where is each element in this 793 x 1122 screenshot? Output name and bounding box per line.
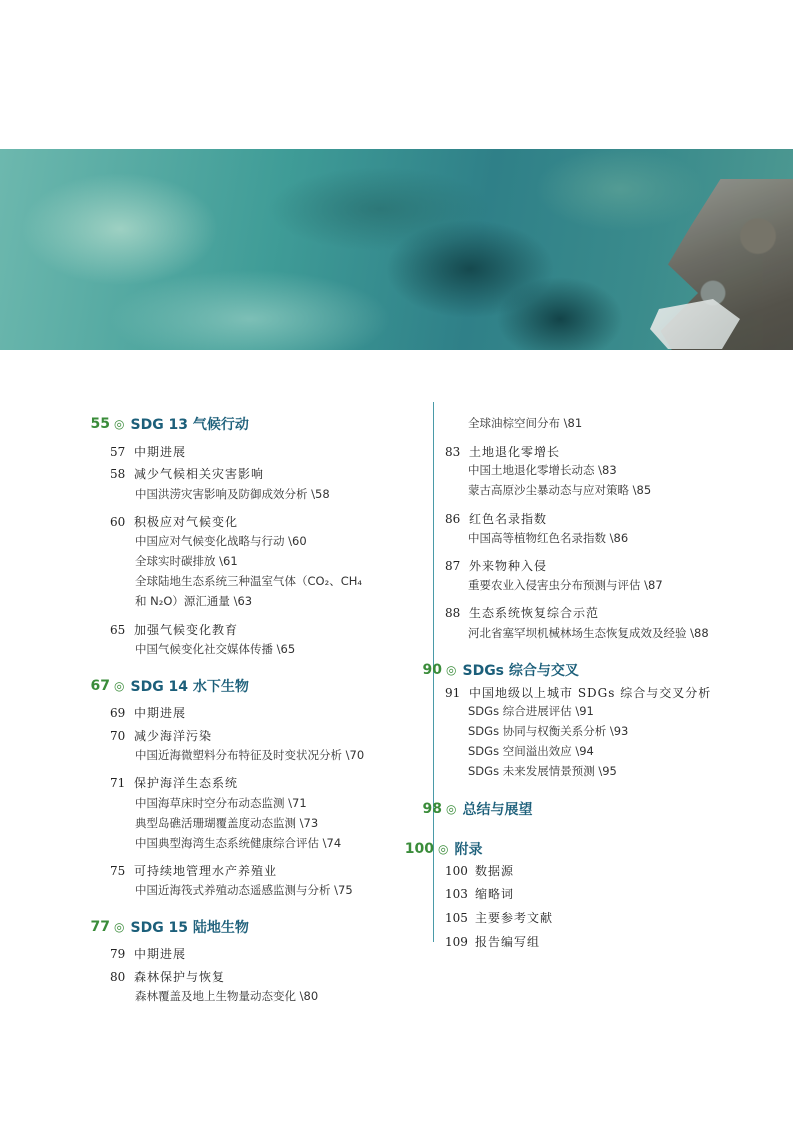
toc-subitem[interactable]: SDGs 综合进展评估 \91	[468, 704, 594, 718]
toc-subitem[interactable]: 和 N₂O）源汇通量 \63	[135, 594, 253, 608]
toc-subitem[interactable]: 中国典型海湾生态系统健康综合评估 \74	[135, 836, 342, 850]
toc-item-80[interactable]	[110, 968, 225, 985]
toc-item-105[interactable]	[445, 909, 553, 926]
item-page-number: 88	[445, 606, 461, 620]
item-label: 减少气候相关灾害影响	[134, 467, 265, 481]
toc-section-55[interactable]	[72, 414, 249, 434]
toc-section-98[interactable]	[404, 799, 532, 819]
toc-item-79[interactable]	[110, 945, 186, 962]
item-page-number: 71	[110, 776, 126, 790]
item-label: 生态系统恢复综合示范	[469, 606, 600, 620]
section-title: 总结与展望	[462, 802, 533, 818]
toc-item-71[interactable]	[110, 774, 238, 791]
section-page-number: 55	[90, 416, 110, 432]
section-page-number: 77	[90, 919, 110, 935]
toc-item-58[interactable]	[110, 465, 264, 482]
toc-subitem[interactable]: 典型岛礁活珊瑚覆盖度动态监测 \73	[135, 816, 319, 830]
toc-subitem[interactable]: 中国近海微塑料分布特征及时变状况分析 \70	[135, 748, 365, 762]
toc-item-57[interactable]	[110, 443, 186, 460]
item-label: 森林保护与恢复	[134, 970, 226, 984]
toc-subitem[interactable]: 蒙古高原沙尘暴动态与应对策略 \85	[468, 483, 652, 497]
item-page-number: 57	[110, 445, 126, 459]
toc-subitem[interactable]: 河北省塞罕坝机械林场生态恢复成效及经验 \88	[468, 626, 709, 640]
toc-subitem[interactable]: SDGs 未来发展情景预测 \95	[468, 764, 617, 778]
toc-item-60[interactable]	[110, 513, 238, 530]
item-page-number: 109	[445, 935, 468, 949]
item-page-number: 75	[110, 864, 126, 878]
item-page-number: 86	[445, 512, 461, 526]
item-page-number: 83	[445, 445, 461, 459]
bullseye-icon: ◎	[114, 679, 125, 693]
toc-section-90[interactable]	[404, 660, 579, 680]
toc-item-103[interactable]	[445, 885, 514, 902]
section-title: SDG 14 水下生物	[130, 679, 249, 695]
toc-subitem[interactable]: 中国洪涝灾害影响及防御成效分析 \58	[135, 487, 330, 501]
item-page-number: 100	[445, 864, 468, 878]
toc-section-77[interactable]	[72, 917, 249, 937]
toc-subitem[interactable]: 全球陆地生态系统三种温室气体（CO₂、CH₄	[135, 574, 362, 588]
item-page-number: 80	[110, 970, 126, 984]
item-label: 缩略词	[475, 887, 515, 901]
bullseye-icon: ◎	[446, 802, 457, 816]
section-page-number: 100	[404, 841, 434, 857]
bullseye-icon: ◎	[438, 842, 449, 856]
toc-subitem[interactable]: 森林覆盖及地上生物量动态变化 \80	[135, 989, 319, 1003]
toc-item-109[interactable]	[445, 933, 540, 950]
item-label: 中国地级以上城市 SDGs 综合与交叉分析	[469, 686, 712, 700]
item-label: 中期进展	[134, 706, 187, 720]
item-label: 数据源	[475, 864, 515, 878]
item-page-number: 70	[110, 729, 126, 743]
toc-subitem[interactable]: 重要农业入侵害虫分布预测与评估 \87	[468, 578, 663, 592]
toc-item-91[interactable]	[445, 684, 711, 701]
section-title: 附录	[454, 842, 483, 858]
toc-item-88[interactable]	[445, 604, 599, 621]
toc-item-69[interactable]	[110, 704, 186, 721]
toc-subitem[interactable]: 中国近海筏式养殖动态遥感监测与分析 \75	[135, 883, 353, 897]
item-page-number: 79	[110, 947, 126, 961]
section-title: SDG 13 气候行动	[130, 417, 249, 433]
item-label: 加强气候变化教育	[134, 623, 239, 637]
toc-subitem[interactable]: 中国高等植物红色名录指数 \86	[468, 531, 629, 545]
toc-item-65[interactable]	[110, 621, 238, 638]
item-label: 报告编写组	[475, 935, 541, 949]
item-page-number: 60	[110, 515, 126, 529]
toc-item-75[interactable]	[110, 862, 277, 879]
item-label: 可持续地管理水产养殖业	[134, 864, 278, 878]
item-label: 中期进展	[134, 947, 187, 961]
item-page-number: 103	[445, 887, 468, 901]
item-label: 红色名录指数	[469, 512, 548, 526]
item-label: 中期进展	[134, 445, 187, 459]
section-page-number: 67	[90, 678, 110, 694]
item-page-number: 105	[445, 911, 468, 925]
toc-item-100[interactable]	[445, 862, 514, 879]
item-label: 主要参考文献	[475, 911, 554, 925]
toc-subitem[interactable]: 中国土地退化零增长动态 \83	[468, 463, 617, 477]
toc-subitem[interactable]: 中国气候变化社交媒体传播 \65	[135, 642, 296, 656]
item-page-number: 91	[445, 686, 461, 700]
section-title: SDG 15 陆地生物	[130, 920, 249, 936]
toc-item-83[interactable]	[445, 443, 560, 460]
item-page-number: 65	[110, 623, 126, 637]
item-label: 积极应对气候变化	[134, 515, 239, 529]
cover-satellite-image	[0, 149, 793, 350]
bullseye-icon: ◎	[114, 920, 125, 934]
item-page-number: 69	[110, 706, 126, 720]
toc-item-86[interactable]	[445, 510, 547, 527]
item-page-number: 87	[445, 559, 461, 573]
toc-section-67[interactable]	[72, 676, 249, 696]
toc-subitem[interactable]: 中国应对气候变化战略与行动 \60	[135, 534, 307, 548]
toc-subitem[interactable]: SDGs 空间溢出效应 \94	[468, 744, 594, 758]
section-page-number: 90	[422, 662, 442, 678]
bullseye-icon: ◎	[446, 663, 457, 677]
toc-subitem[interactable]: SDGs 协同与权衡关系分析 \93	[468, 724, 629, 738]
section-page-number: 98	[422, 801, 442, 817]
item-label: 保护海洋生态系统	[134, 776, 239, 790]
toc-subitem[interactable]: 中国海草床时空分布动态监测 \71	[135, 796, 307, 810]
toc-section-100[interactable]	[396, 839, 482, 859]
item-label: 土地退化零增长	[469, 445, 561, 459]
section-title: SDGs 综合与交叉	[462, 663, 579, 679]
item-page-number: 58	[110, 467, 126, 481]
item-label: 减少海洋污染	[134, 729, 213, 743]
toc-subitem[interactable]: 全球实时碳排放 \61	[135, 554, 238, 568]
toc-item-87[interactable]	[445, 557, 547, 574]
bullseye-icon: ◎	[114, 417, 125, 431]
item-label: 外来物种入侵	[469, 559, 548, 573]
toc-item-70[interactable]	[110, 727, 212, 744]
toc-subitem[interactable]: 全球油棕空间分布 \81	[468, 416, 583, 430]
